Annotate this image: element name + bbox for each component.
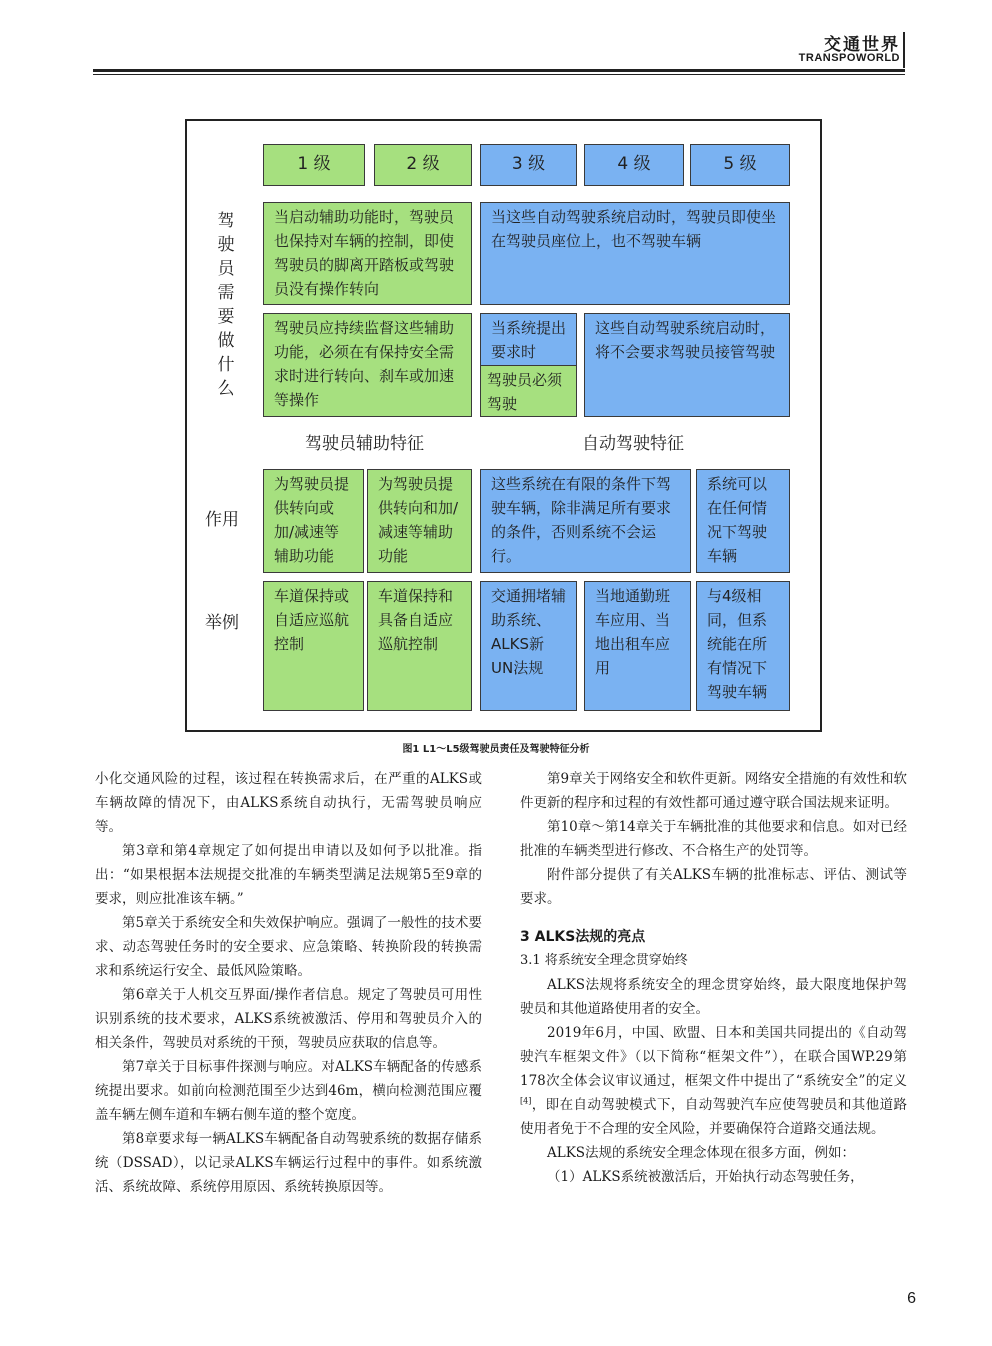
row-label-driver: 驾驶员需要做什么 bbox=[217, 211, 235, 399]
brand-title-cn: 交通世界 bbox=[824, 35, 900, 55]
function-level5: 系统可以在任何情况下驾驶车辆 bbox=[696, 469, 790, 573]
function-level2: 为驾驶员提供转向和加/减速等辅助功能 bbox=[367, 469, 472, 573]
right-paragraph: ALKS法规将系统安全的理念贯穿始终，最大限度地保护驾驶员和其他道路使用者的安全。 bbox=[520, 977, 907, 1017]
brand-title-en: TRANSPOWORLD bbox=[798, 52, 900, 64]
subsection-heading: 3.1 将系统安全理念贯穿始终 bbox=[520, 953, 688, 968]
level-1-box: 1 级 bbox=[263, 144, 365, 186]
figure-levels-diagram bbox=[185, 119, 822, 732]
header-rule-thin bbox=[93, 74, 905, 75]
level-2-box: 2 级 bbox=[374, 144, 472, 186]
left-paragraph: 第7章关于目标事件探测与响应。对ALKS车辆配备的传感系统提出要求。如前向检测范围至少达到46m，横向检测范围应覆盖车辆左侧车道和车辆右侧车道的整个宽度。 bbox=[95, 1059, 482, 1123]
left-paragraph: 小化交通风险的过程，该过程在转换需求后，在严重的ALKS或车辆故障的情况下，由ALKS系统自动执行，无需驾驶员响应等。 bbox=[95, 771, 482, 835]
driver-task-level345: 当这些自动驾驶系统启动时，驾驶员即使坐在驾驶员座位上，也不驾驶车辆 bbox=[480, 202, 790, 305]
header-rule-thick bbox=[93, 69, 905, 72]
level-4-box: 4 级 bbox=[584, 144, 684, 186]
left-paragraph: 第8章要求每一辆ALKS车辆配备自动驾驶系统的数据存储系统（DSSAD），以记录ALKS车辆运行过程中的事件。如系统激活、系统故障、系统停用原因、系统转换原因等。 bbox=[95, 1131, 482, 1195]
driver-duty-level3 bbox=[480, 313, 577, 417]
right-paragraph: （1）ALKS系统被激活后，开始执行动态驾驶任务， bbox=[547, 1169, 864, 1185]
right-paragraph-text: ，即在自动驾驶模式下，自动驾驶汽车应使驾驶员和其他道路使用者免于不合理的安全风险，并要确保符合道路交通法规。 bbox=[520, 1097, 907, 1137]
figure-caption: 图1 L1～L5级驾驶员责任及驾驶特征分析 bbox=[402, 744, 590, 755]
level-3-box: 3 级 bbox=[480, 144, 577, 186]
example-level3: 交通拥堵辅助系统、ALKS新UN法规 bbox=[480, 581, 577, 711]
function-level34: 这些系统在有限的条件下驾驶车辆，除非满足所有要求的条件，否则系统不会运行。 bbox=[480, 469, 691, 573]
example-level1: 车道保持或自适应巡航控制 bbox=[263, 581, 364, 711]
right-paragraph: ALKS法规的系统安全理念体现在很多方面，例如： bbox=[547, 1145, 856, 1161]
section-heading: 3 ALKS法规的亮点 bbox=[520, 929, 646, 945]
citation-ref: [4] bbox=[520, 1096, 532, 1106]
example-level2: 车道保持和具备自适应巡航控制 bbox=[367, 581, 472, 711]
right-paragraph: 附件部分提供了有关ALKS车辆的批准标志、评估、测试等要求。 bbox=[520, 867, 907, 907]
brand-divider bbox=[903, 32, 905, 68]
left-column bbox=[95, 767, 482, 1199]
page-number: 6 bbox=[907, 1290, 916, 1307]
row-label-example: 举例 bbox=[205, 613, 239, 633]
left-paragraph: 第5章关于系统安全和失效保护响应。强调了一般性的技术要求、动态驾驶任务时的安全要求、应急策略、转换阶段的转换需求和系统运行安全、最低风险策略。 bbox=[95, 915, 482, 979]
level-5-box: 5 级 bbox=[690, 144, 790, 186]
right-column bbox=[520, 767, 907, 1189]
section-auto-label: 自动驾驶特征 bbox=[582, 434, 684, 454]
driver-duty-level3-bottom: 驾驶员必须驾驶 bbox=[481, 366, 576, 416]
left-paragraph: 第3章和第4章规定了如何提出申请以及如何予以批准。指出：“如果根据本法规提交批准的车辆类型满足法规第5至9章的要求，则应批准该车辆。” bbox=[95, 843, 482, 907]
driver-task-level12: 当启动辅助功能时，驾驶员也保持对车辆的控制，即使驾驶员的脚离开踏板或驾驶员没有操作转向 bbox=[263, 202, 472, 305]
example-level5: 与4级相同，但系统能在所有情况下驾驶车辆 bbox=[696, 581, 790, 711]
driver-duty-level12: 驾驶员应持续监督这些辅助功能，必须在有保持安全需求时进行转向、刹车或加速等操作 bbox=[263, 313, 472, 417]
example-level4: 当地通勤班车应用、当地出租车应用 bbox=[584, 581, 691, 711]
section-assist-label: 驾驶员辅助特征 bbox=[305, 434, 424, 454]
left-paragraph: 第6章关于人机交互界面/操作者信息。规定了驾驶员可用性识别系统的技术要求，ALKS系统被激活、停用和驾驶员介入的相关条件，驾驶员对系统的干预，驾驶员应获取的信息等。 bbox=[95, 987, 482, 1051]
right-paragraph: 第9章关于网络安全和软件更新。网络安全措施的有效性和软件更新的程序和过程的有效性都可通过遵守联合国法规来证明。 bbox=[520, 771, 907, 811]
row-label-function: 作用 bbox=[205, 510, 239, 530]
driver-duty-level45: 这些自动驾驶系统启动时，将不会要求驾驶员接管驾驶 bbox=[584, 313, 790, 417]
right-paragraph bbox=[520, 1021, 907, 1141]
driver-duty-level3-top: 当系统提出要求时 bbox=[481, 314, 576, 366]
right-paragraph-text: 2019年6月，中国、欧盟、日本和美国共同提出的《自动驾驶汽车框架文件》（以下简称“框架文件”），在联合国WP.29第178次全体会议审议通过，框架文件中提出了“系统安全”的定义 bbox=[520, 1025, 907, 1089]
function-level1: 为驾驶员提供转向或加/减速等辅助功能 bbox=[263, 469, 364, 573]
right-paragraph: 第10章～第14章关于车辆批准的其他要求和信息。如对已经批准的车辆类型进行修改、不合格生产的处罚等。 bbox=[520, 819, 907, 859]
